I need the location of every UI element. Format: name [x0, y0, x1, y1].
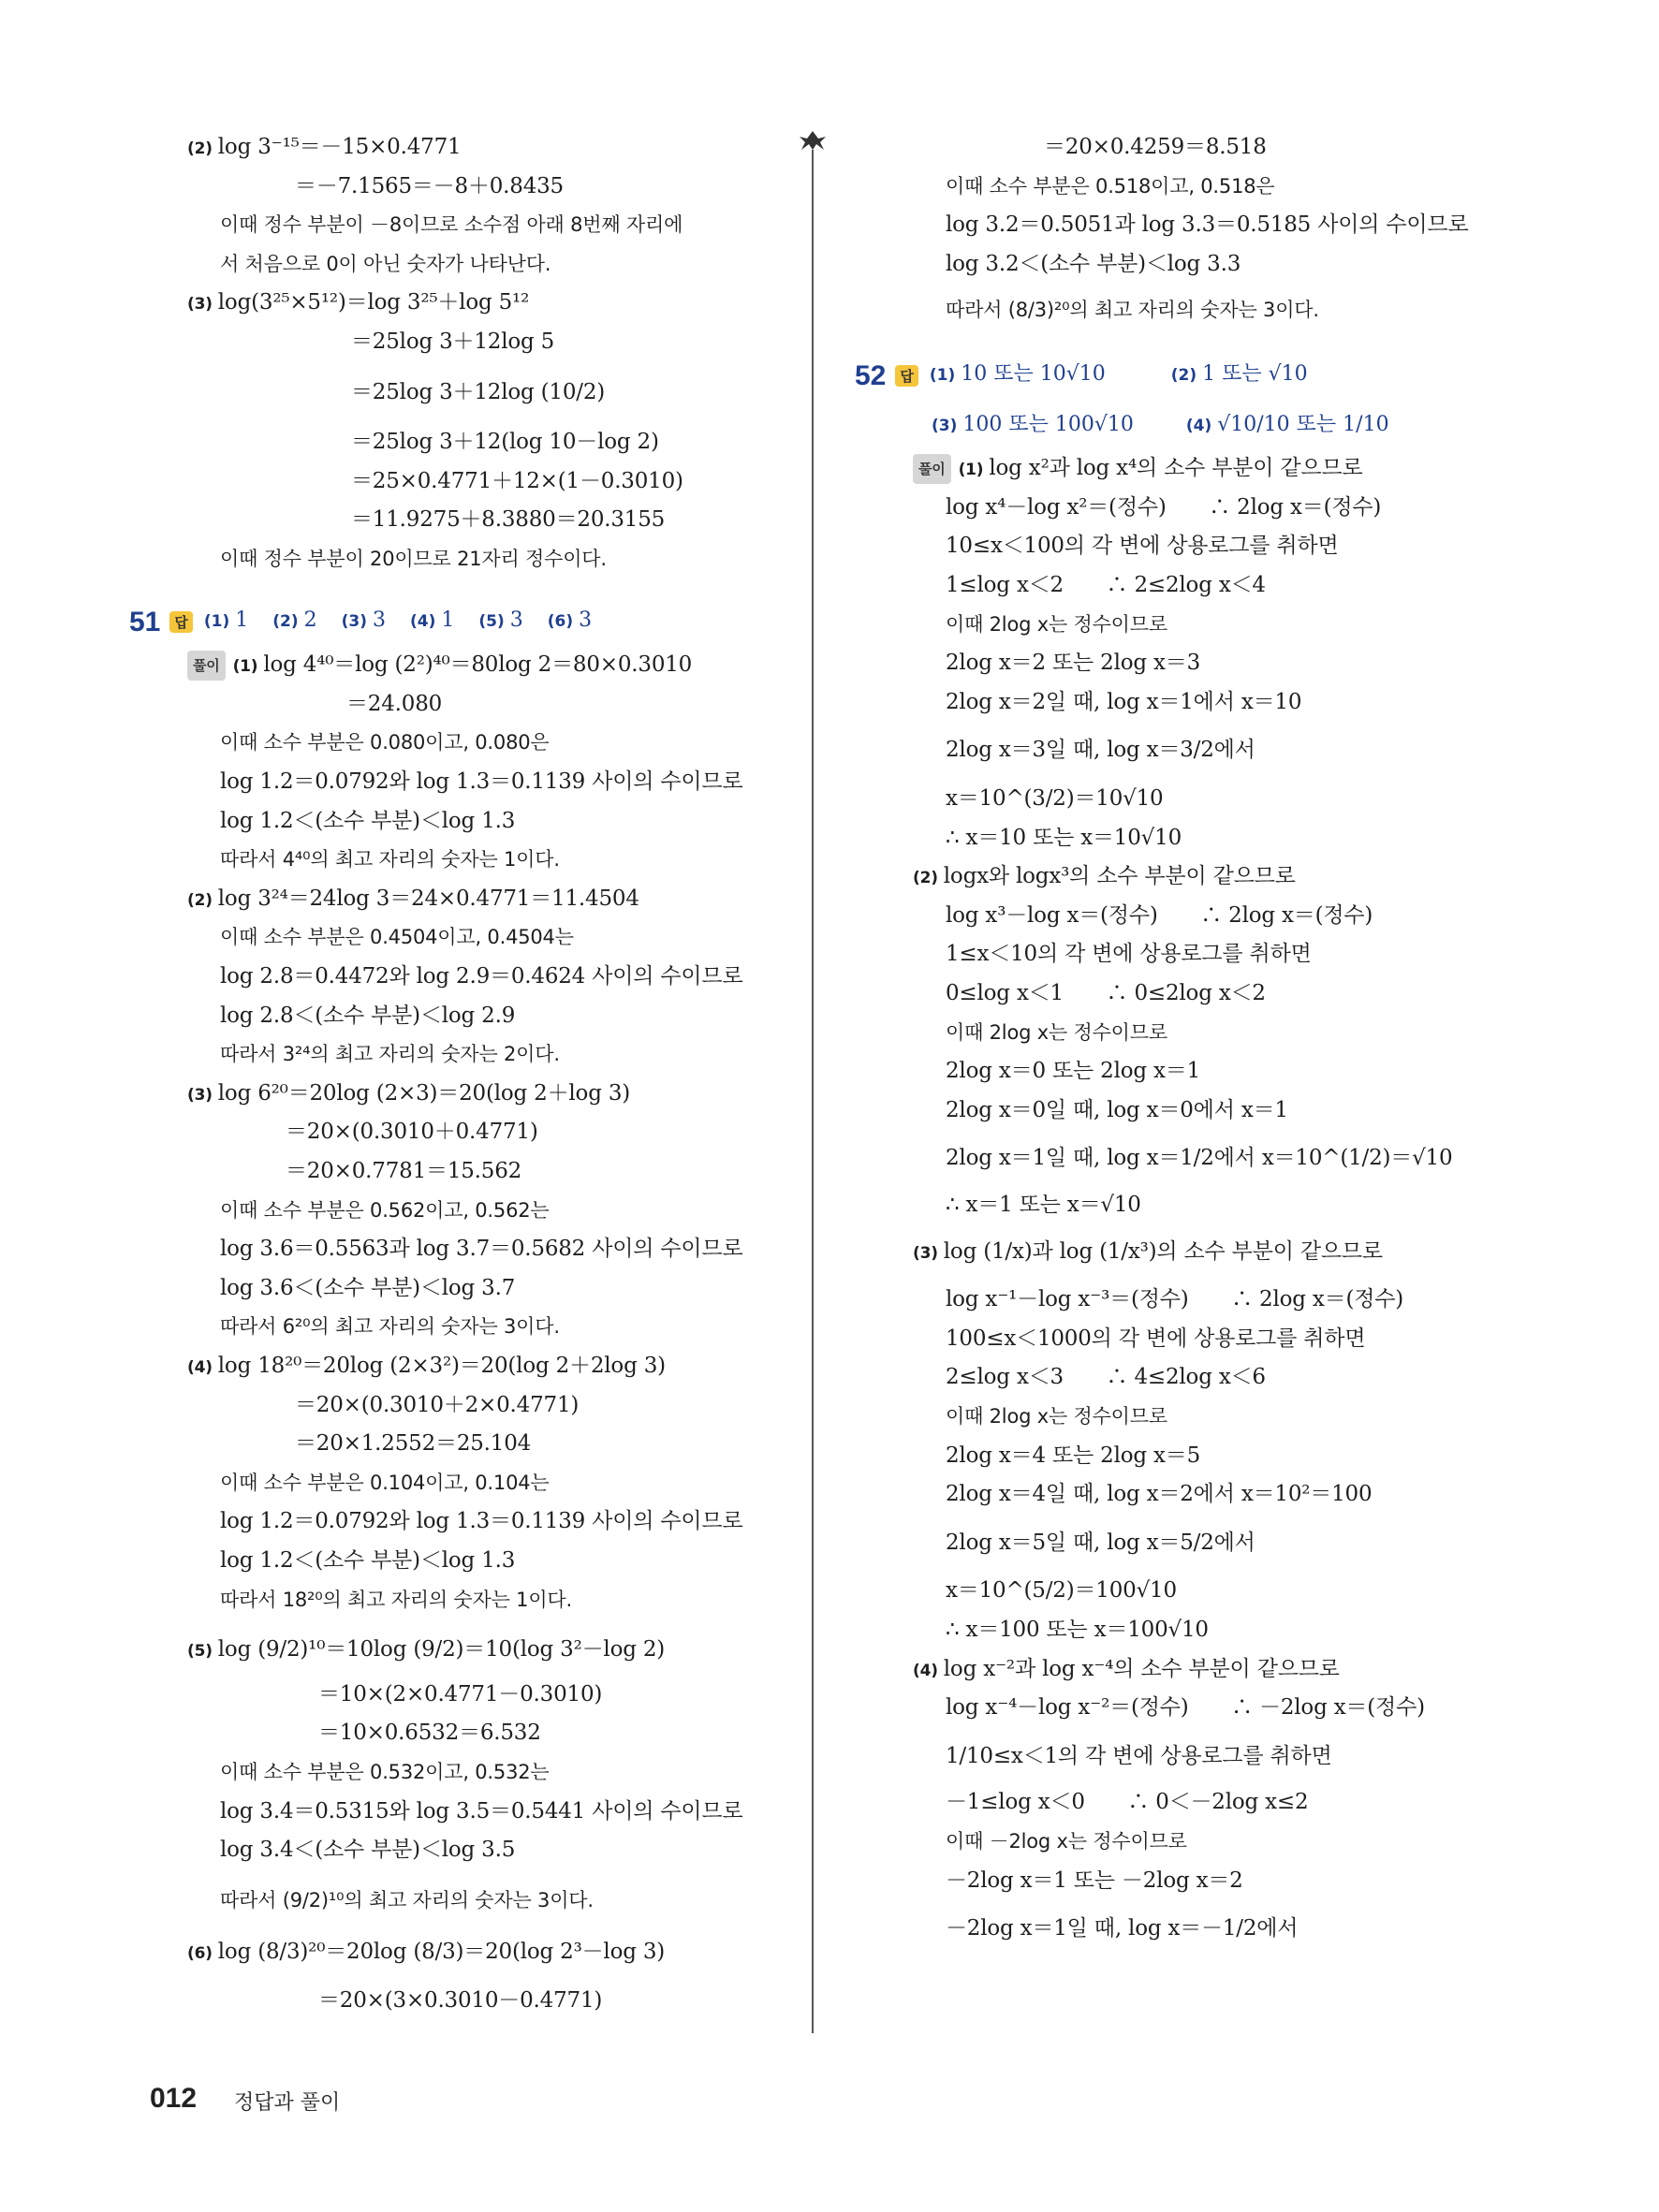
solution-badge: 풀이: [913, 454, 951, 484]
answer-item: [932, 408, 1134, 437]
math-text: 이때 2log x는 정수이므로: [946, 612, 1167, 636]
solution-part-line: [187, 651, 692, 681]
solution-line: [946, 940, 1312, 968]
answer-label: (6): [547, 612, 574, 632]
answer-item: [1186, 408, 1389, 437]
math-text: log 1.2＜(소수 부분)＜log 1.3: [220, 808, 516, 833]
math-text: log 4⁴⁰＝log (2²)⁴⁰＝80log 2＝80×0.3010: [263, 652, 693, 678]
solution-line: [946, 1057, 1200, 1085]
math-text: ＝－7.1565＝－8＋0.8435: [295, 173, 564, 198]
solution-line: [946, 688, 1301, 716]
solution-line: [220, 1040, 560, 1068]
solution-line: [220, 728, 549, 756]
solution-line: [220, 807, 515, 835]
part-label: (3): [913, 1243, 938, 1263]
answer-value: 3: [373, 608, 386, 633]
answer-label: (1): [203, 612, 230, 632]
solution-line: [351, 505, 665, 534]
math-text: －2log x＝1 또는 －2log x＝2: [946, 1868, 1243, 1893]
solution-line: [946, 1402, 1167, 1430]
solution-line: [220, 845, 560, 873]
math-text: log 6²⁰＝20log (2×3)＝20(log 2＋log 3): [217, 1080, 631, 1106]
solution-line: [946, 1144, 1452, 1172]
answer-item: [1171, 358, 1308, 387]
math-text: log x⁻¹－log x⁻³＝(정수) ∴ 2log x＝(정수): [946, 1287, 1404, 1312]
math-text: ＝20×1.2552＝25.104: [295, 1431, 532, 1457]
math-text: ＝20×0.7781＝15.562: [286, 1159, 522, 1183]
answer-item: [930, 358, 1106, 387]
solution-line: [351, 428, 659, 456]
math-text: ＝11.9275＋8.3880＝20.3155: [351, 507, 666, 533]
solution-line: [946, 1827, 1187, 1855]
solution-line: [946, 1325, 1365, 1353]
math-text: 2log x＝0 또는 2log x＝1: [946, 1059, 1201, 1084]
math-text: ＝25log 3＋12log 5: [351, 330, 555, 354]
answer-item: [342, 608, 386, 632]
math-text: 이때 소수 부분은 0.4504이고, 0.4504는: [220, 926, 574, 949]
math-text: ＝20×(0.3010＋2×0.4771): [295, 1392, 580, 1417]
math-text: 2log x＝0일 때, log x＝0에서 x＝1: [946, 1097, 1288, 1122]
answer-label: (4): [1185, 416, 1212, 435]
divider-ornament-icon: [796, 129, 830, 152]
solution-line: [318, 1680, 602, 1708]
math-text: logx와 logx³의 소수 부분이 같으므로: [943, 864, 1296, 889]
solution-line: [295, 1391, 579, 1419]
solution-line: [946, 824, 1182, 852]
part-label: (6): [187, 1944, 213, 1964]
math-text: log 1.2＜(소수 부분)＜log 1.3: [220, 1548, 516, 1573]
answer-value: 100 또는 100√10: [962, 412, 1134, 436]
column-divider: [812, 150, 814, 2033]
solution-line: [220, 923, 574, 951]
math-text: 따라서 (8/3)²⁰의 최고 자리의 숫자는 3이다.: [946, 299, 1319, 322]
answer-label: (4): [410, 612, 436, 632]
solution-line: [220, 1836, 515, 1864]
part-label: (3): [187, 295, 213, 315]
math-text: 따라서 3²⁴의 최고 자리의 숫자는 2이다.: [220, 1043, 560, 1066]
solution-line: [220, 768, 742, 796]
solution-line: [946, 1529, 1255, 1557]
math-text: log x⁻⁴－log x⁻²＝(정수) ∴ －2log x＝(정수): [946, 1695, 1425, 1721]
answer-item: [204, 608, 248, 632]
math-text: 이때 정수 부분이 －8이므로 소수점 아래 8번째 자리에: [220, 213, 683, 237]
answer-item: [272, 608, 316, 632]
part-label: (4): [187, 1358, 213, 1377]
solution-line: [946, 1442, 1200, 1470]
solution-line: [946, 571, 1266, 599]
solution-part-line: [187, 1352, 666, 1382]
solution-line: [946, 532, 1338, 560]
math-text: ∴ x＝10 또는 x＝10√10: [946, 825, 1182, 850]
solution-line: [946, 901, 1373, 930]
math-text: 이때 2log x는 정수이므로: [946, 1405, 1167, 1428]
solution-line: [946, 1576, 1177, 1604]
answer-item: [410, 608, 454, 632]
math-text: 이때 소수 부분은 0.562이고, 0.562는: [220, 1198, 550, 1222]
solution-line: [946, 736, 1255, 764]
math-text: log (1/x)과 log (1/x³)의 소수 부분이 같으므로: [943, 1238, 1383, 1264]
answer-label: (5): [478, 612, 505, 632]
math-text: 0≤log x＜1 ∴ 0≤2log x＜2: [946, 981, 1266, 1005]
solution-line: [351, 467, 683, 495]
math-text: 서 처음으로 0이 아닌 숫자가 나타난다.: [220, 252, 551, 275]
math-text: 2log x＝5일 때, log x＝5/2에서: [946, 1530, 1255, 1555]
math-text: 따라서 6²⁰의 최고 자리의 숫자는 3이다.: [220, 1315, 560, 1339]
solution-line: [946, 250, 1241, 278]
math-text: log(3²⁵×5¹²)＝log 3²⁵＋log 5¹²: [217, 290, 530, 315]
answer-label: (3): [932, 416, 958, 435]
math-text: 2≤log x＜3 ∴ 4≤2log x＜6: [946, 1365, 1266, 1390]
solution-part-line: [913, 1238, 1383, 1267]
solution-line: [946, 610, 1167, 638]
solution-line: [220, 1586, 572, 1614]
part-label: (2): [187, 139, 213, 158]
solution-line: [286, 1118, 538, 1146]
math-text: －2log x＝1일 때, log x＝－1/2에서: [946, 1916, 1299, 1941]
solution-line: [220, 1002, 515, 1030]
part-label: (3): [187, 1085, 213, 1105]
math-text: ＝25log 3＋12(log 10－log 2): [351, 430, 659, 455]
answer-value: 1: [235, 608, 249, 633]
solution-line: [946, 1788, 1308, 1816]
solution-line: [946, 296, 1319, 324]
solution-badge: 풀이: [187, 651, 226, 681]
solution-part-line: [187, 885, 639, 915]
math-text: 이때 －2log x는 정수이므로: [946, 1830, 1187, 1853]
math-text: log 2.8＝0.4472와 log 2.9＝0.4624 사이의 수이므로: [220, 964, 743, 989]
math-text: ＝20×(0.3010＋0.4771): [286, 1120, 538, 1145]
solution-part-line: [187, 1635, 665, 1665]
answer-value: 10 또는 10√10: [961, 362, 1106, 386]
math-text: ＝10×(2×0.4771－0.3010): [318, 1681, 603, 1707]
answer-value: 3: [509, 608, 523, 633]
solution-line: [946, 979, 1266, 1007]
solution-line: [946, 1742, 1332, 1770]
solution-part-line: [913, 862, 1296, 892]
math-text: 2log x＝3일 때, log x＝3/2에서: [946, 738, 1255, 763]
solution-line: [946, 1480, 1372, 1508]
math-text: ＝20×(3×0.3010－0.4771): [318, 1988, 603, 2013]
math-text: log 2.8＜(소수 부분)＜log 2.9: [220, 1003, 516, 1028]
solution-line: [220, 1469, 549, 1497]
solution-line: [1044, 133, 1267, 161]
solution-part-line: [913, 1655, 1340, 1685]
solution-line: [295, 1429, 531, 1458]
answer-item: [478, 608, 522, 632]
math-text: x＝10^(5/2)＝100√10: [946, 1578, 1177, 1604]
solution-line: [946, 172, 1274, 200]
solution-line: [220, 545, 607, 573]
answer-label: (2): [1170, 366, 1197, 385]
solution-part-line: [187, 133, 461, 163]
solution-line: [946, 1867, 1243, 1895]
math-text: 따라서 4⁴⁰의 최고 자리의 숫자는 1이다.: [220, 848, 560, 872]
solution-line: [220, 1546, 515, 1575]
solution-line: [946, 1914, 1298, 1942]
solution-line: [946, 1096, 1288, 1124]
math-text: log 3.6＜(소수 부분)＜log 3.7: [220, 1275, 516, 1300]
math-text: 이때 소수 부분은 0.532이고, 0.532는: [220, 1761, 550, 1783]
solution-line: [220, 250, 551, 278]
math-text: x＝10^(3/2)＝10√10: [946, 786, 1164, 811]
solution-line: [220, 1507, 742, 1535]
answer-label: (2): [272, 612, 299, 632]
math-text: 따라서 (9/2)¹⁰의 최고 자리의 숫자는 3이다.: [220, 1888, 594, 1912]
math-text: ＝24.080: [346, 691, 443, 716]
math-text: 이때 2log x는 정수이므로: [946, 1020, 1167, 1044]
solution-line: [220, 1312, 560, 1340]
answer-value: 1: [441, 608, 455, 633]
part-label: (2): [187, 890, 213, 910]
math-text: log 3.4＜(소수 부분)＜log 3.5: [220, 1838, 516, 1863]
answer-value: 3: [579, 608, 593, 633]
math-text: log 3.2＜(소수 부분)＜log 3.3: [946, 251, 1241, 276]
solution-part-line: [187, 1079, 630, 1109]
math-text: －1≤log x＜0 ∴ 0＜－2log x≤2: [946, 1790, 1309, 1815]
math-text: ＝10×0.6532＝6.532: [318, 1721, 541, 1746]
solution-line: [220, 962, 742, 990]
solution-line: [318, 1719, 541, 1747]
math-text: 이때 정수 부분이 20이므로 21자리 정수이다.: [220, 548, 607, 570]
answer-item: [548, 608, 592, 632]
math-text: 1≤log x＜2 ∴ 2≤2log x＜4: [946, 573, 1266, 597]
math-text: 1≤x＜10의 각 변에 상용로그를 취하면: [946, 942, 1312, 967]
solution-line: [220, 1196, 549, 1224]
math-text: 따라서 18²⁰의 최고 자리의 숫자는 1이다.: [220, 1588, 572, 1611]
question-52-header: [855, 358, 1373, 392]
answer-value: √10/10 또는 1/10: [1217, 412, 1389, 436]
math-text: log 3.2＝0.5051과 log 3.3＝0.5185 사이의 수이므로: [946, 212, 1469, 238]
question-51-header: [129, 607, 616, 638]
math-text: 1/10≤x＜1의 각 변에 상용로그를 취하면: [946, 1743, 1332, 1768]
solution-line: [220, 1235, 742, 1263]
math-text: ＝25log 3＋12log (10/2): [351, 379, 606, 404]
math-text: 2log x＝1일 때, log x＝1/2에서 x＝10^(1/2)＝√10: [946, 1146, 1453, 1171]
part-label: (1): [958, 461, 984, 480]
answer-value: 1 또는 √10: [1202, 362, 1308, 386]
solution-line: [946, 211, 1468, 239]
solution-part-line: [187, 1938, 665, 1968]
solution-line: [318, 1986, 602, 2014]
solution-line: [220, 1886, 594, 1914]
footer-section-title: 정답과 풀이: [234, 2091, 341, 2115]
solution-line: [220, 211, 683, 239]
solution-line: [286, 1157, 521, 1185]
math-text: ＝20×0.4259＝8.518: [1044, 135, 1267, 159]
question-number: 51: [129, 606, 161, 637]
math-text: 10≤x＜100의 각 변에 상용로그를 취하면: [946, 534, 1339, 559]
solution-part-line: [913, 454, 1362, 484]
math-text: log 3.6＝0.5563과 log 3.7＝0.5682 사이의 수이므로: [220, 1237, 743, 1262]
math-text: log x³－log x＝(정수) ∴ 2log x＝(정수): [946, 902, 1373, 928]
answer-badge: 답: [895, 365, 918, 387]
part-label: (1): [232, 657, 258, 677]
answer-label: (1): [929, 366, 956, 385]
math-text: log x²과 log x⁴의 소수 부분이 같으므로: [989, 456, 1363, 481]
math-text: log 3²⁴＝24log 3＝24×0.4771＝11.4504: [217, 886, 639, 911]
math-text: log (8/3)²⁰＝20log (8/3)＝20(log 2³－log 3): [217, 1940, 666, 1965]
solution-line: [220, 1797, 742, 1825]
math-text: log 1.2＝0.0792와 log 1.3＝0.1139 사이의 수이므로: [220, 1509, 743, 1534]
math-text: log 18²⁰＝20log (2×3²)＝20(log 2＋2log 3): [217, 1354, 666, 1378]
part-label: (2): [913, 869, 938, 888]
part-label: (4): [913, 1661, 938, 1680]
solution-line: [351, 378, 605, 406]
solution-part-line: [187, 288, 529, 318]
solution-line: [946, 1191, 1141, 1219]
math-text: 2log x＝2 또는 2log x＝3: [946, 651, 1201, 676]
solution-line: [946, 1018, 1167, 1047]
solution-line: [346, 690, 442, 718]
solution-line: [220, 1274, 515, 1302]
solution-line: [946, 1363, 1266, 1391]
math-text: ＝25×0.4771＋12×(1－0.3010): [351, 468, 683, 493]
solution-line: [946, 1285, 1403, 1313]
math-text: log x⁻²과 log x⁻⁴의 소수 부분이 같으므로: [943, 1656, 1340, 1681]
math-text: ∴ x＝1 또는 x＝√10: [946, 1193, 1141, 1217]
math-text: ∴ x＝100 또는 x＝100√10: [946, 1618, 1209, 1642]
solution-line: [295, 172, 564, 200]
solution-line: [946, 1693, 1425, 1721]
answer-value: 2: [303, 608, 317, 633]
math-text: 2log x＝4일 때, log x＝2에서 x＝10²＝100: [946, 1482, 1373, 1507]
math-text: 2log x＝2일 때, log x＝1에서 x＝10: [946, 689, 1302, 714]
solution-line: [946, 784, 1163, 813]
question-number: 52: [855, 359, 887, 391]
math-text: log 3.4＝0.5315와 log 3.5＝0.5441 사이의 수이므로: [220, 1798, 743, 1824]
math-text: log 1.2＝0.0792와 log 1.3＝0.1139 사이의 수이므로: [220, 769, 743, 794]
solution-line: [220, 1758, 549, 1786]
math-text: 100≤x＜1000의 각 변에 상용로그를 취하면: [946, 1326, 1366, 1351]
part-label: (5): [187, 1642, 213, 1662]
solution-line: [946, 649, 1200, 677]
page-number: 012: [150, 2083, 198, 2114]
answer-badge: 답: [169, 611, 193, 633]
math-text: 이때 소수 부분은 0.104이고, 0.104는: [220, 1471, 550, 1494]
answer-list: [930, 362, 1373, 386]
answer-label: (3): [341, 612, 367, 632]
math-text: 2log x＝4 또는 2log x＝5: [946, 1443, 1201, 1468]
math-text: log 3⁻¹⁵＝－15×0.4771: [217, 135, 462, 159]
answer-list-row2: [932, 408, 1442, 437]
solution-line: [946, 493, 1381, 521]
answer-list: [204, 608, 616, 632]
math-text: 이때 소수 부분은 0.518이고, 0.518은: [946, 174, 1275, 198]
math-text: log (9/2)¹⁰＝10log (9/2)＝10(log 3²－log 2): [217, 1637, 666, 1663]
math-text: log x⁴－log x²＝(정수) ∴ 2log x＝(정수): [946, 494, 1382, 520]
math-text: 이때 소수 부분은 0.080이고, 0.080은: [220, 731, 550, 754]
solution-line: [946, 1616, 1209, 1644]
solution-line: [351, 328, 554, 356]
